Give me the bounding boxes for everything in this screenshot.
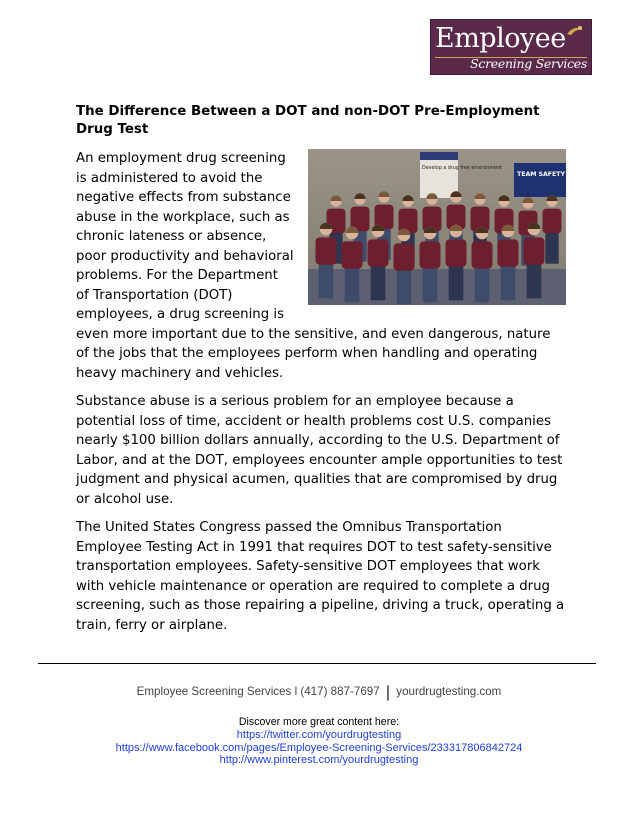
paragraph-3: The United States Congress passed the Omnibus Transportation Employee Testing Act in 1991 that requires DOT to test safety-sensitive transportation employees. Safety-sensitive DOT employees that work with vehicle maintenance or operation are required to complete a drug screening, such as those repairing a pipeline, driving a truck, operating a train, ferry or airplane. [76, 520, 565, 633]
footer-website[interactable]: yourdrugtesting.com [396, 685, 502, 698]
paragraph-1: An employment drug screening is administered to avoid the negative effects from substance abuse in the workplace, such as chronic lateness or absence, poor productivity and behavioral problems. For the Department of Transportation (DOT) employees, a drug screening is even more important due to the sensitive, and even dangerous, nature of the jobs that the employees perform when handling and operating heavy machinery and vehicles. [76, 151, 551, 381]
footer-separator: l [294, 685, 298, 698]
facebook-link[interactable]: https://www.facebook.com/pages/Employee-Screening-Services/233317806842724 [115, 741, 523, 754]
article-title: The Difference Between a DOT and non-DOT Pre-Employment Drug Test [76, 104, 540, 137]
footer-phone: (417) 887-7697 [300, 685, 380, 698]
paragraph-2: Substance abuse is a serious problem for an employee because a potential loss of time, accident or health problems cost U.S. companies nearly $100 billion dollars annually, according to the U.S. Department of Labor, and at the DOT, employees encounter ample opportunities to test judgment and physical acumen, qualities that are compromised by drug or alcohol use. [76, 394, 563, 507]
team-photo [308, 149, 566, 305]
discover-heading: Discover more great content here: [238, 716, 400, 728]
logo-name: Employee [435, 23, 566, 54]
footer-contact [0, 684, 638, 702]
company-logo [430, 19, 592, 75]
logo-subtitle: Screening Services [470, 56, 587, 71]
photo-banner-right: TEAM SAFETY [517, 171, 565, 178]
photo-banner-left: Develop a drug free environment [422, 166, 502, 171]
logo-emblem-icon [565, 24, 585, 38]
social-links [0, 729, 638, 767]
pinterest-link[interactable]: http://www.pinterest.com/yourdrugtesting [219, 754, 419, 767]
footer-divider [38, 663, 596, 664]
twitter-link[interactable]: https://twitter.com/yourdrugtesting [236, 729, 402, 741]
footer-company: Employee Screening Services [136, 685, 292, 698]
article-body [76, 149, 566, 644]
footer-separator-bar: | [385, 684, 391, 701]
